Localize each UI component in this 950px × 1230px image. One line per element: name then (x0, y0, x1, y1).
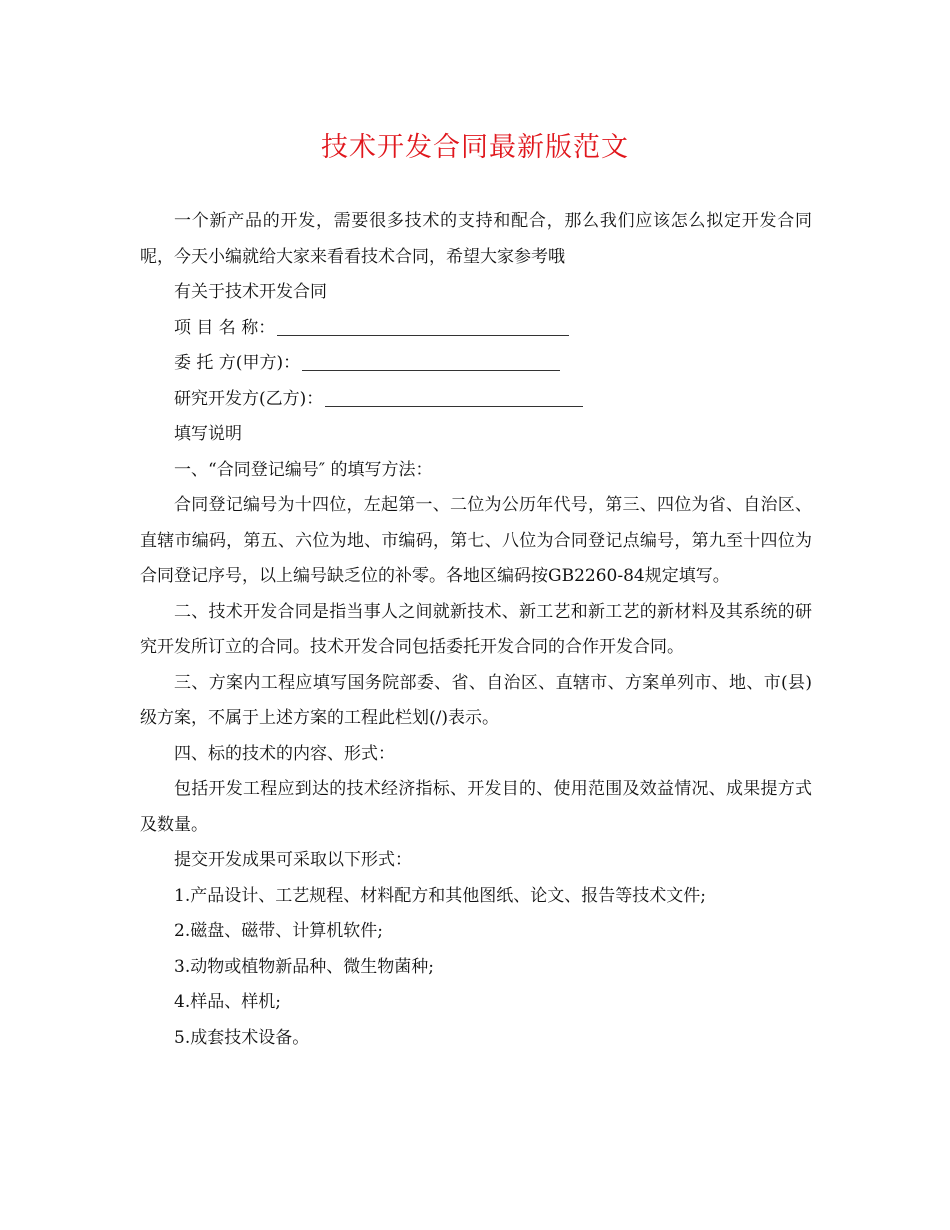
subheading: 有关于技术开发合同 (174, 282, 327, 302)
party-a-blank[interactable] (302, 352, 560, 371)
list-item: 2.磁盘、磁带、计算机软件; (174, 921, 383, 941)
field-party-b (140, 382, 812, 418)
document-body (140, 204, 812, 1056)
field-party-a (140, 346, 812, 382)
field-label: 项 目 名 称： (174, 317, 276, 338)
intro-paragraph: 一个新产品的开发，需要很多技术的支持和配合，那么我们应该怎么拟定开发合同呢，今天小编就给大家来看看技术合同，希望大家参考哦 (140, 211, 812, 267)
field-project-name (140, 311, 812, 347)
instructions-heading: 填写说明 (174, 424, 242, 444)
section-paragraph: 提交开发成果可采取以下形式： (174, 850, 412, 870)
project-name-blank[interactable] (277, 317, 569, 336)
page-title: 技术开发合同最新版范文 (321, 132, 629, 163)
list-item: 1.产品设计、工艺规程、材料配方和其他图纸、论文、报告等技术文件; (174, 885, 706, 906)
section-paragraph: 一、“合同登记编号″ 的填写方法： (174, 459, 433, 480)
section-paragraph: 三、方案内工程应填写国务院部委、省、自治区、直辖市、方案单列市、地、市(县)级方案，不属于上述方案的工程此栏划(/)表示。 (140, 672, 812, 728)
section-paragraph: 二、技术开发合同是指当事人之间就新技术、新工艺和新工艺的新材料及其系统的研究开发所订立的合同。技术开发合同包括委托开发合同的合作开发合同。 (140, 601, 812, 657)
party-b-blank[interactable] (325, 388, 583, 407)
field-label: 委 托 方(甲方)： (174, 353, 301, 373)
section-paragraph: 四、标的技术的内容、形式： (174, 743, 395, 764)
field-label: 研究开发方(乙方)： (174, 388, 324, 409)
section-paragraph: 包括开发工程应到达的技术经济指标、开发目的、使用范围及效益情况、成果提方式及数量。 (140, 779, 812, 835)
list-item: 5.成套技术设备。 (174, 1027, 310, 1048)
list-item: 4.样品、样机; (174, 992, 281, 1012)
list-item: 3.动物或植物新品种、微生物菌种; (174, 956, 434, 977)
section-paragraph: 合同登记编号为十四位，左起第一、二位为公历年代号，第三、四位为省、自治区、直辖市编码，第五、六位为地、市编码，第七、八位为合同登记点编号，第九至十四位为合同登记序号，以上编号缺乏位的补零。各地区编码按GB2260-84规定填写。 (140, 495, 812, 586)
